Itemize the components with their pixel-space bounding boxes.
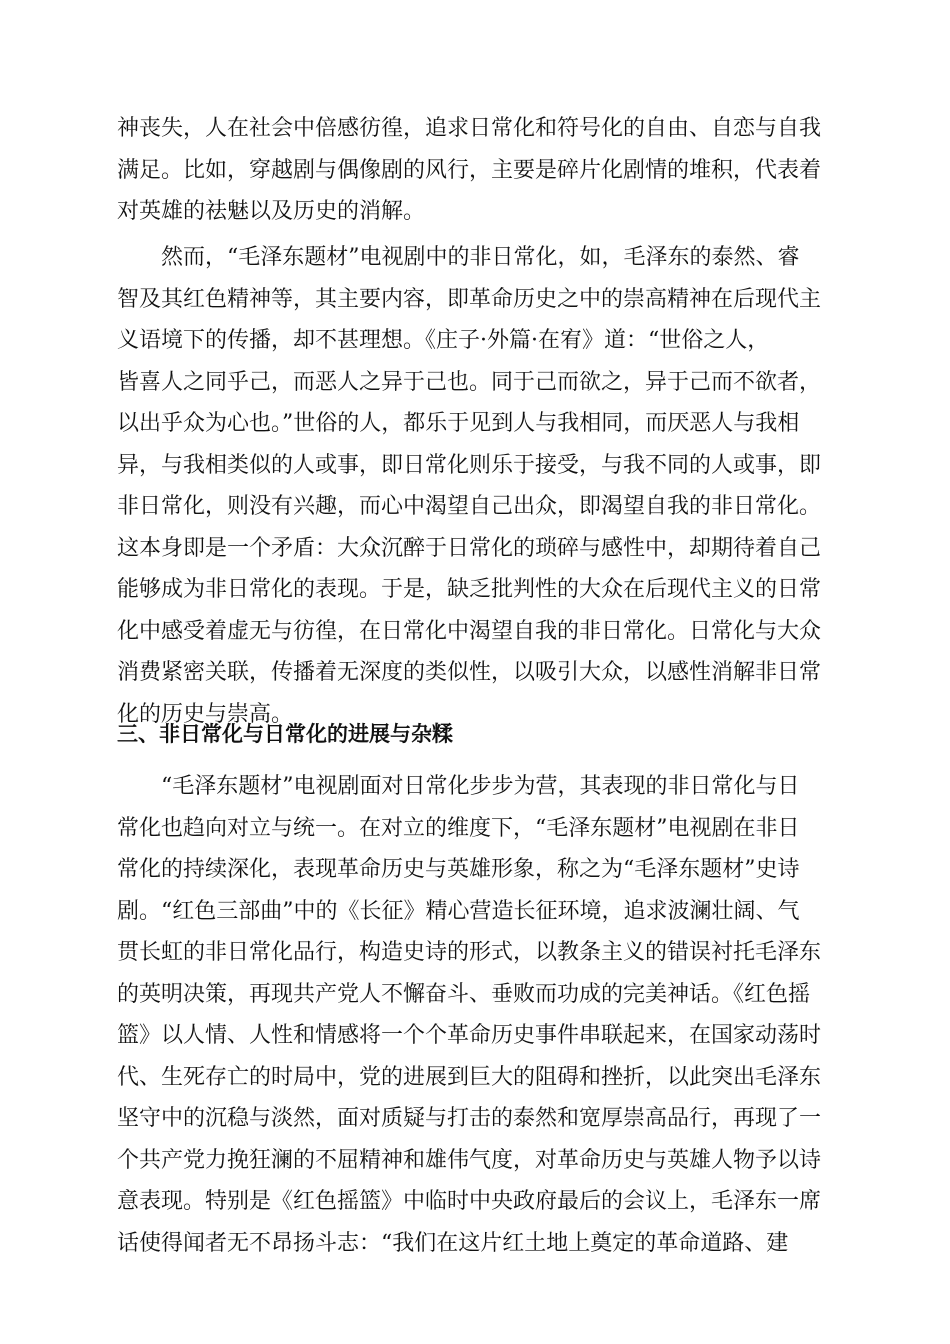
paragraph-line: 非日常化，则没有兴趣，而心中渴望自己出众，即渴望自我的非日常化。 [117, 494, 822, 519]
paragraph-line: 异，与我相类似的人或事，即日常化则乐于接受，与我不同的人或事，即 [117, 452, 822, 478]
paragraph-line: 智及其红色精神等，其主要内容，即革命历史之中的崇高精神在后现代主 [117, 286, 822, 312]
paragraph-line: 这本身即是一个矛盾：大众沉醉于日常化的琐碎与感性中，却期待着自己 [117, 535, 822, 561]
paragraph-line: 常化也趋向对立与统一。在对立的维度下，“毛泽东题材”电视剧在非日 [117, 815, 800, 841]
paragraph-line: 消费紧密关联，传播着无深度的类似性，以吸引大众，以感性消解非日常 [117, 660, 822, 685]
paragraph-line: 以出乎众为心也。”世俗的人，都乐于见到人与我相同，而厌恶人与我相 [117, 411, 800, 436]
paragraph-line: 神丧失，人在社会中倍感彷徨，追求日常化和符号化的自由、自恋与自我 [117, 116, 822, 141]
paragraph-line: 剧。“红色三部曲”中的《长征》精心营造长征环境，追求波澜壮阔、气 [117, 898, 800, 924]
section-heading: 三、非日常化与日常化的进展与杂糅 [117, 722, 453, 746]
paragraph-line: 坚守中的沉稳与淡然，面对质疑与打击的泰然和宽厚崇高品行，再现了一 [117, 1106, 822, 1131]
paragraph-line: 篮》以人情、人性和情感将一个个革命历史事件串联起来，在国家动荡时 [117, 1023, 822, 1048]
paragraph-line: 皆喜人之同乎己，而恶人之异于己也。同于己而欲之，异于己而不欲者， [117, 369, 822, 395]
paragraph-line: 话使得闻者无不昂扬斗志：“我们在这片红土地上奠定的革命道路、建 [117, 1230, 789, 1256]
paragraph-line: 常化的持续深化，表现革命历史与英雄形象，称之为“毛泽东题材”史诗 [117, 857, 800, 882]
paragraph-line: 然而，“毛泽东题材”电视剧中的非日常化，如，毛泽东的泰然、睿 [161, 245, 800, 270]
paragraph-line: 意表现。特别是《红色摇篮》中临时中央政府最后的会议上，毛泽东一席 [117, 1189, 822, 1214]
paragraph-3 [117, 766, 833, 1264]
paragraph-line: 对英雄的祛魅以及历史的消解。 [117, 199, 426, 224]
paragraph-line: 义语境下的传播，却不甚理想。《庄子·外篇·在宥》道：“世俗之人， [117, 328, 770, 353]
paragraph-line: 的英明决策，再现共产党人不懈奋斗、垂败而功成的完美神话。《红色摇 [117, 981, 811, 1007]
paragraph-line: 能够成为非日常化的表现。于是，缺乏批判性的大众在后现代主义的日常 [117, 577, 822, 602]
paragraph-line: 化中感受着虚无与彷徨，在日常化中渴望自我的非日常化。日常化与大众 [117, 618, 822, 644]
paragraph-2 [117, 237, 833, 735]
paragraph-line: “毛泽东题材”电视剧面对日常化步步为营，其表现的非日常化与日 [161, 774, 800, 799]
paragraph-line: 个共产党力挽狂澜的不屈精神和雄伟气度，对革命历史与英雄人物予以诗 [117, 1147, 822, 1173]
paragraph-line: 满足。比如，穿越剧与偶像剧的风行，主要是碎片化剧情的堆积，代表着 [117, 157, 822, 183]
paragraph-line: 化的历史与崇高。 [117, 701, 294, 727]
paragraph-line: 代、生死存亡的时局中，党的进展到巨大的阻碍和挫折，以此突出毛泽东 [117, 1064, 822, 1090]
paragraph-line: 贯长虹的非日常化品行，构造史诗的形式，以教条主义的错误衬托毛泽东 [117, 940, 822, 965]
paragraph-1 [117, 108, 833, 233]
